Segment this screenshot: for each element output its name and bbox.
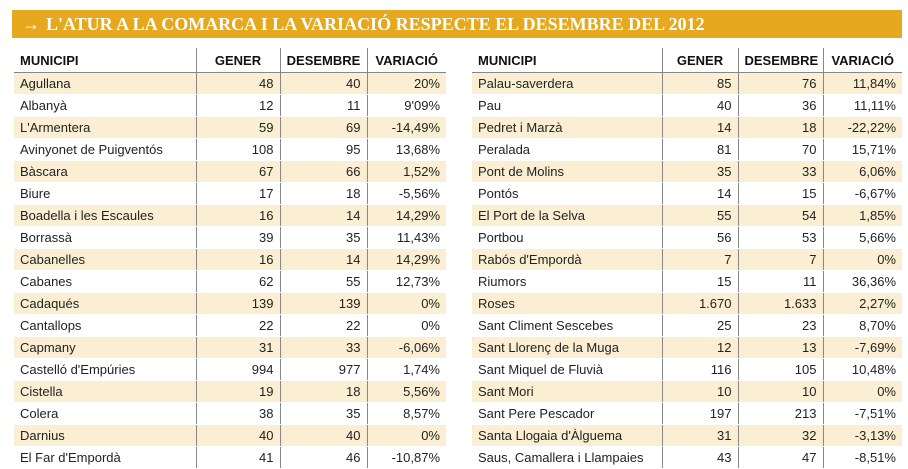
cell-desembre: 18	[280, 381, 367, 403]
cell-variacio: -6,67%	[823, 183, 902, 205]
cell-municipi: Pontós	[472, 183, 662, 205]
cell-variacio: -14,49%	[367, 117, 446, 139]
cell-gener: 41	[196, 447, 280, 469]
table-row	[14, 117, 446, 139]
cell-municipi: Colera	[14, 403, 196, 425]
cell-variacio: -22,22%	[823, 117, 902, 139]
table-right	[472, 48, 902, 469]
table-row	[472, 95, 902, 117]
table-right-body	[472, 73, 902, 469]
cell-gener: 139	[196, 293, 280, 315]
cell-municipi: Riumors	[472, 271, 662, 293]
cell-municipi: Cantallops	[14, 315, 196, 337]
cell-variacio: -7,51%	[823, 403, 902, 425]
cell-desembre: 14	[280, 249, 367, 271]
cell-variacio: 11,84%	[823, 73, 902, 95]
table-row	[472, 139, 902, 161]
header-gener: GENER	[662, 48, 738, 73]
cell-desembre: 70	[738, 139, 823, 161]
cell-desembre: 95	[280, 139, 367, 161]
cell-gener: 38	[196, 403, 280, 425]
table-row	[14, 161, 446, 183]
cell-variacio: 6,06%	[823, 161, 902, 183]
cell-municipi: Agullana	[14, 73, 196, 95]
table-row	[472, 117, 902, 139]
table-row	[472, 447, 902, 469]
table-row	[14, 95, 446, 117]
cell-desembre: 36	[738, 95, 823, 117]
header-desembre: DESEMBRE	[280, 48, 367, 73]
cell-municipi: Cistella	[14, 381, 196, 403]
cell-municipi: Palau-saverdera	[472, 73, 662, 95]
cell-gener: 35	[662, 161, 738, 183]
cell-gener: 40	[196, 425, 280, 447]
cell-variacio: 20%	[367, 73, 446, 95]
cell-municipi: Cadaqués	[14, 293, 196, 315]
table-row	[14, 403, 446, 425]
cell-municipi: Sant Pere Pescador	[472, 403, 662, 425]
header-variacio: VARIACIÓ	[823, 48, 902, 73]
cell-municipi: Rabós d'Empordà	[472, 249, 662, 271]
cell-desembre: 76	[738, 73, 823, 95]
cell-municipi: Cabanes	[14, 271, 196, 293]
table-row	[14, 293, 446, 315]
cell-variacio: 2,27%	[823, 293, 902, 315]
cell-desembre: 139	[280, 293, 367, 315]
header-desembre: DESEMBRE	[738, 48, 823, 73]
cell-gener: 19	[196, 381, 280, 403]
cell-desembre: 69	[280, 117, 367, 139]
cell-desembre: 33	[738, 161, 823, 183]
cell-gener: 22	[196, 315, 280, 337]
table-row	[472, 161, 902, 183]
cell-gener: 116	[662, 359, 738, 381]
cell-variacio: -5,56%	[367, 183, 446, 205]
title-banner	[12, 10, 902, 38]
table-row	[14, 337, 446, 359]
cell-desembre: 105	[738, 359, 823, 381]
cell-gener: 43	[662, 447, 738, 469]
table-row	[472, 227, 902, 249]
cell-desembre: 47	[738, 447, 823, 469]
table-row	[472, 293, 902, 315]
cell-variacio: 11,11%	[823, 95, 902, 117]
header-gener: GENER	[196, 48, 280, 73]
cell-desembre: 15	[738, 183, 823, 205]
cell-gener: 81	[662, 139, 738, 161]
cell-gener: 40	[662, 95, 738, 117]
cell-municipi: Cabanelles	[14, 249, 196, 271]
cell-gener: 12	[196, 95, 280, 117]
cell-desembre: 11	[280, 95, 367, 117]
table-row	[472, 403, 902, 425]
cell-desembre: 18	[280, 183, 367, 205]
cell-gener: 7	[662, 249, 738, 271]
cell-variacio: 5,66%	[823, 227, 902, 249]
header-municipi: MUNICIPI	[14, 48, 196, 73]
cell-municipi: Avinyonet de Puigventós	[14, 139, 196, 161]
cell-desembre: 32	[738, 425, 823, 447]
cell-desembre: 22	[280, 315, 367, 337]
table-row	[14, 359, 446, 381]
cell-municipi: Biure	[14, 183, 196, 205]
cell-gener: 56	[662, 227, 738, 249]
cell-gener: 16	[196, 205, 280, 227]
cell-variacio: 8,57%	[367, 403, 446, 425]
cell-desembre: 10	[738, 381, 823, 403]
cell-desembre: 213	[738, 403, 823, 425]
table-row	[472, 249, 902, 271]
cell-desembre: 33	[280, 337, 367, 359]
cell-variacio: 1,85%	[823, 205, 902, 227]
cell-gener: 59	[196, 117, 280, 139]
cell-gener: 55	[662, 205, 738, 227]
table-row	[14, 249, 446, 271]
cell-gener: 31	[662, 425, 738, 447]
cell-gener: 994	[196, 359, 280, 381]
cell-desembre: 977	[280, 359, 367, 381]
cell-desembre: 1.633	[738, 293, 823, 315]
cell-gener: 39	[196, 227, 280, 249]
table-row	[472, 425, 902, 447]
header-municipi: MUNICIPI	[472, 48, 662, 73]
cell-desembre: 35	[280, 403, 367, 425]
cell-municipi: Sant Mori	[472, 381, 662, 403]
cell-gener: 85	[662, 73, 738, 95]
cell-municipi: Santa Llogaia d'Àlguema	[472, 425, 662, 447]
cell-municipi: Capmany	[14, 337, 196, 359]
cell-municipi: L'Armentera	[14, 117, 196, 139]
table-row	[14, 425, 446, 447]
cell-municipi: Roses	[472, 293, 662, 315]
cell-municipi: Darnius	[14, 425, 196, 447]
cell-variacio: 9'09%	[367, 95, 446, 117]
table-header-row	[14, 48, 446, 73]
cell-municipi: El Far d'Empordà	[14, 447, 196, 469]
cell-gener: 14	[662, 117, 738, 139]
cell-desembre: 7	[738, 249, 823, 271]
cell-municipi: Castelló d'Empúries	[14, 359, 196, 381]
cell-variacio: 0%	[823, 381, 902, 403]
cell-gener: 12	[662, 337, 738, 359]
table-row	[14, 315, 446, 337]
cell-gener: 15	[662, 271, 738, 293]
cell-municipi: Bàscara	[14, 161, 196, 183]
table-row	[14, 205, 446, 227]
table-row	[14, 271, 446, 293]
table-row	[14, 227, 446, 249]
cell-desembre: 66	[280, 161, 367, 183]
cell-desembre: 35	[280, 227, 367, 249]
cell-variacio: -8,51%	[823, 447, 902, 469]
cell-municipi: Portbou	[472, 227, 662, 249]
header-variacio: VARIACIÓ	[367, 48, 446, 73]
cell-gener: 17	[196, 183, 280, 205]
cell-variacio: 15,71%	[823, 139, 902, 161]
table-left-body	[14, 73, 446, 469]
cell-variacio: 1,52%	[367, 161, 446, 183]
table-row	[14, 139, 446, 161]
cell-gener: 108	[196, 139, 280, 161]
cell-variacio: -6,06%	[367, 337, 446, 359]
cell-gener: 62	[196, 271, 280, 293]
cell-variacio: 0%	[823, 249, 902, 271]
cell-gener: 197	[662, 403, 738, 425]
table-row	[14, 73, 446, 95]
table-header-row	[472, 48, 902, 73]
table-row	[472, 315, 902, 337]
cell-municipi: El Port de la Selva	[472, 205, 662, 227]
cell-municipi: Sant Miquel de Fluvià	[472, 359, 662, 381]
table-row	[14, 381, 446, 403]
page-title: L'ATUR A LA COMARCA I LA VARIACIÓ RESPECTE EL DESEMBRE DEL 2012	[46, 14, 705, 34]
cell-gener: 1.670	[662, 293, 738, 315]
cell-variacio: 0%	[367, 425, 446, 447]
cell-variacio: 12,73%	[367, 271, 446, 293]
cell-municipi: Sant Climent Sescebes	[472, 315, 662, 337]
cell-variacio: 36,36%	[823, 271, 902, 293]
cell-variacio: 13,68%	[367, 139, 446, 161]
cell-desembre: 40	[280, 73, 367, 95]
table-left	[14, 48, 446, 469]
cell-variacio: 0%	[367, 293, 446, 315]
cell-variacio: 14,29%	[367, 205, 446, 227]
cell-gener: 14	[662, 183, 738, 205]
cell-municipi: Pedret i Marzà	[472, 117, 662, 139]
cell-desembre: 40	[280, 425, 367, 447]
cell-desembre: 11	[738, 271, 823, 293]
cell-municipi: Boadella i les Escaules	[14, 205, 196, 227]
table-row	[472, 337, 902, 359]
cell-variacio: 1,74%	[367, 359, 446, 381]
cell-variacio: -7,69%	[823, 337, 902, 359]
cell-desembre: 14	[280, 205, 367, 227]
cell-desembre: 55	[280, 271, 367, 293]
cell-variacio: 0%	[367, 315, 446, 337]
table-row	[472, 205, 902, 227]
cell-municipi: Borrassà	[14, 227, 196, 249]
cell-desembre: 46	[280, 447, 367, 469]
cell-gener: 67	[196, 161, 280, 183]
cell-municipi: Albanyà	[14, 95, 196, 117]
cell-gener: 25	[662, 315, 738, 337]
cell-desembre: 53	[738, 227, 823, 249]
table-row	[472, 73, 902, 95]
cell-municipi: Peralada	[472, 139, 662, 161]
arrow-right-icon: →	[22, 14, 40, 34]
table-row	[14, 183, 446, 205]
cell-gener: 31	[196, 337, 280, 359]
table-row	[472, 381, 902, 403]
table-row	[472, 271, 902, 293]
cell-desembre: 13	[738, 337, 823, 359]
table-row	[14, 447, 446, 469]
cell-variacio: -3,13%	[823, 425, 902, 447]
cell-variacio: -10,87%	[367, 447, 446, 469]
cell-municipi: Pont de Molins	[472, 161, 662, 183]
cell-municipi: Sant Llorenç de la Muga	[472, 337, 662, 359]
cell-variacio: 5,56%	[367, 381, 446, 403]
cell-gener: 16	[196, 249, 280, 271]
cell-variacio: 11,43%	[367, 227, 446, 249]
table-row	[472, 183, 902, 205]
cell-desembre: 18	[738, 117, 823, 139]
cell-gener: 48	[196, 73, 280, 95]
cell-variacio: 8,70%	[823, 315, 902, 337]
cell-municipi: Saus, Camallera i Llampaies	[472, 447, 662, 469]
cell-gener: 10	[662, 381, 738, 403]
cell-desembre: 23	[738, 315, 823, 337]
cell-variacio: 14,29%	[367, 249, 446, 271]
cell-desembre: 54	[738, 205, 823, 227]
table-row	[472, 359, 902, 381]
cell-municipi: Pau	[472, 95, 662, 117]
cell-variacio: 10,48%	[823, 359, 902, 381]
